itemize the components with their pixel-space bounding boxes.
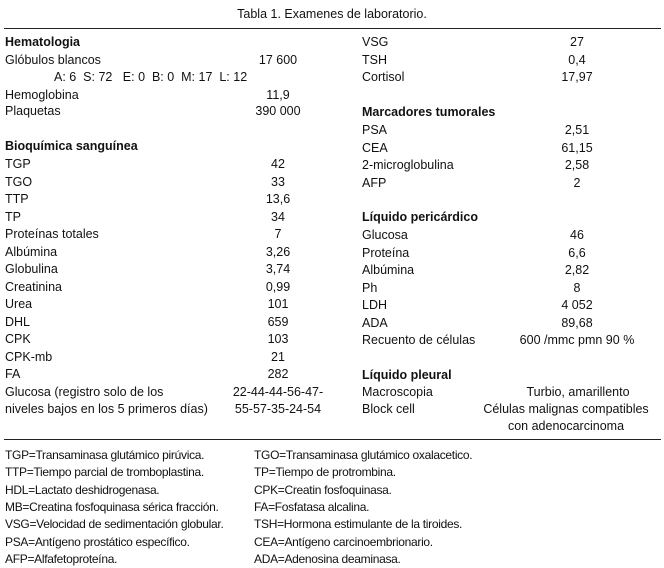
- row-label: Block cell: [362, 402, 415, 416]
- footnote: TGO=Transaminasa glutámico oxalacetico.: [254, 448, 473, 462]
- row-label: Proteína: [362, 245, 410, 260]
- section-title-pleural: Líquido pleural: [362, 368, 452, 382]
- row-value: 61,15: [561, 140, 593, 155]
- footnote: HDL=Lactato deshidrogenasa.: [5, 482, 160, 497]
- footnote: VSG=Velocidad de sedimentación globular.: [5, 517, 224, 532]
- row-label: Glucosa: [362, 228, 408, 242]
- row-value: 2,82: [564, 263, 590, 277]
- row-label: DHL: [5, 314, 31, 329]
- row-value: 27: [570, 35, 584, 49]
- row-label: TGP: [5, 157, 31, 171]
- row-label: Creatinina: [5, 279, 62, 294]
- row-value: 2,51: [564, 123, 590, 137]
- row-value: 3,74: [265, 262, 291, 276]
- section-title-marcadores: Marcadores tumorales: [362, 105, 496, 119]
- row-label: Macroscopia: [362, 385, 433, 399]
- row-label: LDH: [362, 298, 388, 312]
- row-label: Hemoglobina: [5, 88, 79, 102]
- row-value: 46: [570, 228, 584, 242]
- row-label: Glóbulos blancos: [5, 53, 101, 67]
- row-label: AFP: [362, 175, 387, 190]
- row-label: Urea: [5, 297, 33, 311]
- row-value: 42: [271, 157, 285, 171]
- row-value: con adenocarcinoma: [507, 419, 625, 433]
- row-label: CPK: [5, 332, 31, 346]
- row-label: CPK-mb: [5, 349, 53, 364]
- row-value: 11,9: [266, 88, 290, 102]
- row-value: 101: [267, 297, 289, 311]
- row-label: Cortisol: [362, 70, 405, 84]
- footnote: CPK=Creatin fosfoquinasa.: [254, 482, 392, 497]
- row-value: 34: [271, 209, 285, 224]
- top-rule: [4, 28, 661, 29]
- row-label: Recuento de células: [362, 333, 476, 347]
- row-label: TP: [5, 209, 21, 224]
- row-label: PSA: [362, 123, 388, 137]
- row-value: 2: [573, 175, 581, 190]
- row-value: 2,58: [564, 158, 590, 172]
- row-value: 33: [271, 174, 285, 189]
- row-label: VSG: [362, 35, 389, 49]
- footnote: PSA=Antígeno prostático específico.: [5, 534, 190, 549]
- footnote: FA=Fosfatasa alcalina.: [254, 499, 370, 514]
- row-value: 17 600: [258, 53, 298, 67]
- footnote: TP=Tiempo de protrombina.: [254, 465, 396, 480]
- row-label: Globulina: [5, 262, 58, 276]
- row-label: TTP: [5, 192, 29, 206]
- footnote: ADA=Adenosina deaminasa.: [254, 551, 401, 566]
- row-label: niveles bajos en los 5 primeros días): [5, 402, 208, 416]
- row-value: 4 052: [561, 298, 593, 312]
- row-value: 0,99: [265, 279, 291, 294]
- footnote: MB=Creatina fosfoquinasa sérica fracción.: [5, 499, 219, 514]
- row-value: 21: [271, 349, 285, 364]
- row-label: Plaquetas: [5, 104, 61, 118]
- row-label: FA: [5, 367, 21, 381]
- table-caption: Tabla 1. Examenes de laboratorio.: [237, 7, 427, 21]
- row-value: 103: [267, 332, 289, 346]
- row-value: 55-57-35-24-54: [234, 402, 322, 416]
- row-value: 89,68: [561, 315, 593, 330]
- row-value: 6,6: [568, 245, 586, 260]
- row-label: CEA: [362, 140, 388, 155]
- row-label: TSH: [362, 52, 387, 67]
- row-label: Albúmina: [362, 263, 415, 277]
- row-value: 659: [267, 314, 289, 329]
- differential-count: A: 6 S: 72 E: 0 B: 0 M: 17 L: 12: [54, 70, 248, 84]
- row-value: 390 000: [255, 104, 301, 118]
- row-value: 7: [274, 227, 282, 241]
- row-label: Ph: [362, 280, 378, 295]
- row-value: 17,97: [561, 70, 593, 84]
- section-title-bioquimica: Bioquímica sanguínea: [5, 139, 138, 153]
- section-title-pericardico: Líquido pericárdico: [362, 210, 478, 224]
- footnote: AFP=Alfafetoproteína.: [5, 551, 118, 566]
- row-value: Células malignas compatibles: [483, 402, 649, 416]
- footnote: TSH=Hormona estimulante de la tiroides.: [254, 517, 463, 532]
- footnote: TTP=Tiempo parcial de tromboplastina.: [5, 465, 204, 480]
- row-value: 600 /mmc pmn 90 %: [519, 333, 635, 347]
- footnote: TGP=Transaminasa glutámico pirúvica.: [5, 448, 205, 462]
- row-value: Turbio, amarillento: [526, 385, 630, 399]
- bottom-rule: [4, 439, 661, 440]
- row-label: Albúmina: [5, 244, 58, 259]
- row-label: Glucosa (registro solo de los: [5, 385, 164, 399]
- row-value: 22-44-44-56-47-: [232, 385, 324, 399]
- row-value: 3,26: [265, 244, 291, 259]
- row-value: 282: [267, 367, 289, 381]
- section-title-hematologia: Hematologia: [5, 35, 81, 49]
- row-value: 8: [573, 280, 581, 295]
- row-label: ADA: [362, 315, 388, 330]
- row-label: Proteínas totales: [5, 227, 99, 241]
- row-value: 13,6: [265, 192, 291, 206]
- row-value: 0,4: [568, 52, 586, 67]
- footnote: CEA=Antígeno carcinoembrionario.: [254, 534, 433, 549]
- row-label: TGO: [5, 174, 33, 189]
- row-label: 2-microglobulina: [362, 158, 454, 172]
